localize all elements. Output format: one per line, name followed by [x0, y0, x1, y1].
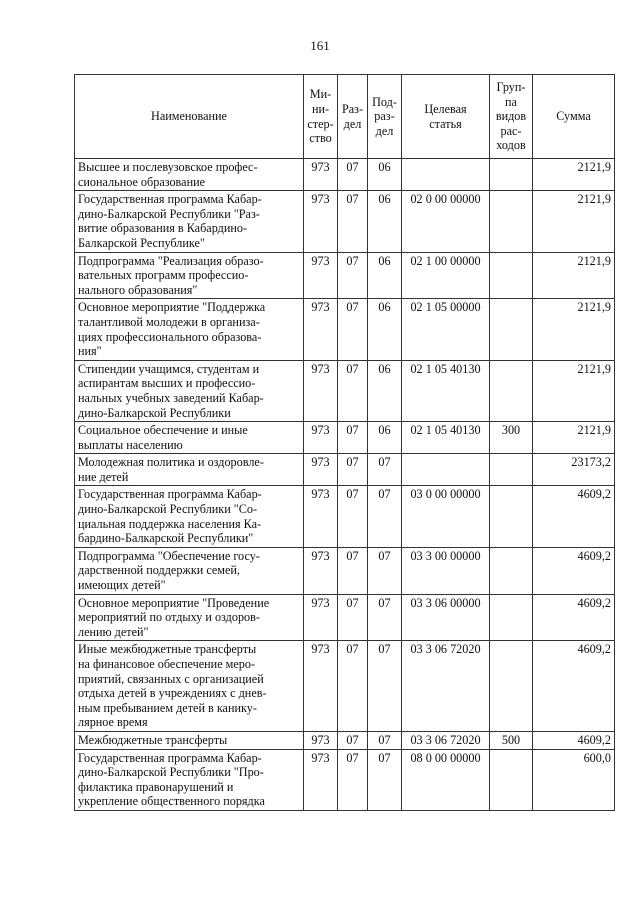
- cell-target: 02 0 00 00000: [402, 191, 490, 252]
- cell-name: Основное мероприятие "Поддержка талантливой молодежи в организа- циях профессионального образова- ния": [75, 299, 304, 360]
- cell-name: Основное мероприятие "Проведение мероприятий по отдыху и оздоров- лению детей": [75, 594, 304, 641]
- cell-ministry: 973: [304, 454, 338, 486]
- cell-section: 07: [338, 191, 368, 252]
- table-row: [75, 547, 615, 594]
- cell-sum: 2121,9: [533, 159, 615, 191]
- cell-ministry: 973: [304, 594, 338, 641]
- cell-subsection: 07: [368, 594, 402, 641]
- cell-target: 03 3 06 72020: [402, 641, 490, 732]
- cell-group: [490, 252, 533, 299]
- cell-sum: 23173,2: [533, 454, 615, 486]
- page-number: 161: [310, 38, 330, 53]
- cell-name: Иные межбюджетные трансферты на финансовое обеспечение меро- приятий, связанных с организацией отдыха детей в учреждениях с днев- ным пребыванием детей в канику- лярное время: [75, 641, 304, 732]
- cell-ministry: 973: [304, 547, 338, 594]
- cell-section: 07: [338, 360, 368, 421]
- cell-group: [490, 454, 533, 486]
- cell-section: 07: [338, 641, 368, 732]
- header-sum: Сумма: [533, 75, 615, 159]
- cell-name: Государственная программа Кабар- дино-Балкарской Республики "Про- филактика правонарушений и укрепление общественного порядка: [75, 749, 304, 810]
- cell-name: Социальное обеспечение и иные выплаты населению: [75, 422, 304, 454]
- cell-ministry: 973: [304, 159, 338, 191]
- cell-target: 03 3 00 00000: [402, 547, 490, 594]
- table-row: [75, 360, 615, 421]
- cell-sum: 2121,9: [533, 191, 615, 252]
- cell-section: 07: [338, 594, 368, 641]
- header-target: Целевая статья: [402, 75, 490, 159]
- cell-ministry: 973: [304, 422, 338, 454]
- cell-sum: 4609,2: [533, 731, 615, 749]
- table-row: [75, 641, 615, 732]
- cell-ministry: 973: [304, 749, 338, 810]
- cell-sum: 2121,9: [533, 360, 615, 421]
- cell-sum: 2121,9: [533, 422, 615, 454]
- cell-subsection: 07: [368, 731, 402, 749]
- cell-sum: 4609,2: [533, 594, 615, 641]
- cell-name: Межбюджетные трансферты: [75, 731, 304, 749]
- cell-name: Стипендии учащимся, студентам и аспирантам высших и профессио- нальных учебных заведений Кабар- дино-Балкарской Республики: [75, 360, 304, 421]
- table-row: [75, 594, 615, 641]
- cell-target: 03 3 06 72020: [402, 731, 490, 749]
- table-body: [75, 159, 615, 811]
- cell-target: 03 0 00 00000: [402, 486, 490, 547]
- cell-subsection: 07: [368, 547, 402, 594]
- cell-sum: 2121,9: [533, 299, 615, 360]
- cell-section: 07: [338, 547, 368, 594]
- cell-target: 03 3 06 00000: [402, 594, 490, 641]
- cell-sum: 4609,2: [533, 641, 615, 732]
- cell-group: [490, 547, 533, 594]
- header-group: Груп- па видов рас- ходов: [490, 75, 533, 159]
- cell-ministry: 973: [304, 641, 338, 732]
- cell-target: 02 1 00 00000: [402, 252, 490, 299]
- table-row: [75, 299, 615, 360]
- cell-group: [490, 159, 533, 191]
- table-row: [75, 422, 615, 454]
- cell-name: Подпрограмма "Обеспечение госу- дарственной поддержки семей, имеющих детей": [75, 547, 304, 594]
- table-header-row: [75, 75, 615, 159]
- cell-name: Высшее и послевузовское профес- сиональное образование: [75, 159, 304, 191]
- table-row: [75, 749, 615, 810]
- table-row: [75, 191, 615, 252]
- cell-subsection: 06: [368, 159, 402, 191]
- cell-sum: 4609,2: [533, 486, 615, 547]
- cell-ministry: 973: [304, 360, 338, 421]
- cell-ministry: 973: [304, 731, 338, 749]
- header-ministry: Ми- ни- стер- ство: [304, 75, 338, 159]
- cell-group: [490, 641, 533, 732]
- table-row: [75, 731, 615, 749]
- cell-target: [402, 159, 490, 191]
- cell-sum: 2121,9: [533, 252, 615, 299]
- cell-group: [490, 191, 533, 252]
- cell-name: Молодежная политика и оздоровле- ние детей: [75, 454, 304, 486]
- cell-group: [490, 486, 533, 547]
- cell-subsection: 06: [368, 422, 402, 454]
- cell-subsection: 07: [368, 641, 402, 732]
- cell-ministry: 973: [304, 486, 338, 547]
- cell-subsection: 06: [368, 191, 402, 252]
- cell-ministry: 973: [304, 252, 338, 299]
- cell-section: 07: [338, 252, 368, 299]
- cell-name: Государственная программа Кабар- дино-Балкарской Республики "Раз- витие образования в Кабардино- Балкарской Республике": [75, 191, 304, 252]
- header-section: Раз- дел: [338, 75, 368, 159]
- cell-section: 07: [338, 486, 368, 547]
- table-row: [75, 159, 615, 191]
- cell-group: 500: [490, 731, 533, 749]
- table-row: [75, 486, 615, 547]
- cell-sum: 600,0: [533, 749, 615, 810]
- header-subsection: Под- раз- дел: [368, 75, 402, 159]
- cell-section: 07: [338, 159, 368, 191]
- cell-subsection: 06: [368, 299, 402, 360]
- cell-ministry: 973: [304, 299, 338, 360]
- cell-group: [490, 749, 533, 810]
- cell-subsection: 07: [368, 486, 402, 547]
- cell-name: Подпрограмма "Реализация образо- вательных программ профессио- нального образования": [75, 252, 304, 299]
- cell-subsection: 06: [368, 360, 402, 421]
- cell-subsection: 07: [368, 749, 402, 810]
- cell-section: 07: [338, 422, 368, 454]
- cell-section: 07: [338, 454, 368, 486]
- cell-target: 02 1 05 00000: [402, 299, 490, 360]
- cell-target: 02 1 05 40130: [402, 422, 490, 454]
- cell-target: 08 0 00 00000: [402, 749, 490, 810]
- cell-target: 02 1 05 40130: [402, 360, 490, 421]
- cell-group: 300: [490, 422, 533, 454]
- table-row: [75, 252, 615, 299]
- table-row: [75, 454, 615, 486]
- cell-ministry: 973: [304, 191, 338, 252]
- cell-group: [490, 299, 533, 360]
- cell-section: 07: [338, 299, 368, 360]
- cell-sum: 4609,2: [533, 547, 615, 594]
- cell-section: 07: [338, 731, 368, 749]
- header-name: Наименование: [75, 75, 304, 159]
- cell-name: Государственная программа Кабар- дино-Балкарской Республики "Со- циальная поддержка населения Ка- бардино-Балкарской Республики": [75, 486, 304, 547]
- cell-group: [490, 594, 533, 641]
- cell-group: [490, 360, 533, 421]
- cell-subsection: 06: [368, 252, 402, 299]
- cell-subsection: 07: [368, 454, 402, 486]
- budget-table: [74, 74, 615, 811]
- cell-section: 07: [338, 749, 368, 810]
- cell-target: [402, 454, 490, 486]
